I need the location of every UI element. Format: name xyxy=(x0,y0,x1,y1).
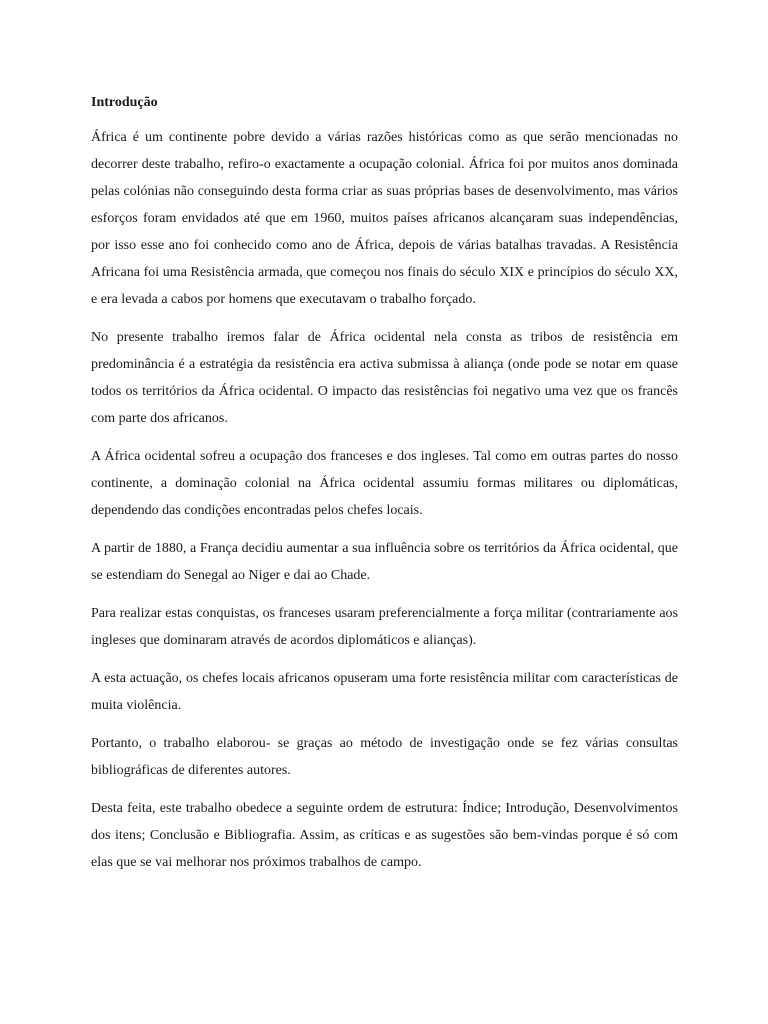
paragraph-6: A esta actuação, os chefes locais africanos opuseram uma forte resistência militar com características de muita violência. xyxy=(91,671,678,713)
paragraph-1: África é um continente pobre devido a várias razões históricas como as que serão mencionadas no decorrer deste trabalho, refiro-o exactamente a ocupação colonial. África foi por muitos anos dominada pelas colónias não conseguindo desta forma criar as suas próprias bases de desenvolvimento, mas vários esforços foram envidados até que em 1960, muitos países africanos alcançaram suas independências, por isso esse ano foi conhecido como ano de África, depois de várias batalhas travadas. A Resistência Africana foi uma Resistência armada, que começou nos finais do século XIX e princípios do século XX, e era levada a cabos por homens que executavam o trabalho forçado. xyxy=(91,130,678,307)
section-heading: Introdução xyxy=(91,95,158,110)
paragraph-8: Desta feita, este trabalho obedece a seguinte ordem de estrutura: Índice; Introdução, Desenvolvimentos dos itens; Conclusão e Bibliografia. Assim, as críticas e as sugestões são bem-vindas porque é só com elas que se vai melhorar nos próximos trabalhos de campo. xyxy=(91,801,678,870)
paragraph-4: A partir de 1880, a França decidiu aumentar a sua influência sobre os territórios da África ocidental, que se estendiam do Senegal ao Niger e dai ao Chade. xyxy=(91,541,678,583)
paragraph-3: A África ocidental sofreu a ocupação dos franceses e dos ingleses. Tal como em outras partes do nosso continente, a dominação colonial na África ocidental assumiu formas militares ou diplomáticas, dependendo das condições encontradas pelos chefes locais. xyxy=(91,449,678,518)
paragraph-5: Para realizar estas conquistas, os franceses usaram preferencialmente a força militar (contrariamente aos ingleses que dominaram através de acordos diplomáticos e alianças). xyxy=(91,606,678,648)
paragraph-7: Portanto, o trabalho elaborou- se graças ao método de investigação onde se fez várias consultas bibliográficas de diferentes autores. xyxy=(91,736,678,778)
paragraph-2: No presente trabalho iremos falar de África ocidental nela consta as tribos de resistência em predominância é a estratégia da resistência era activa submissa à aliança (onde pode se notar em quase todos os territórios da África ocidental. O impacto das resistências foi negativo uma vez que os francês com parte dos africanos. xyxy=(91,330,678,426)
